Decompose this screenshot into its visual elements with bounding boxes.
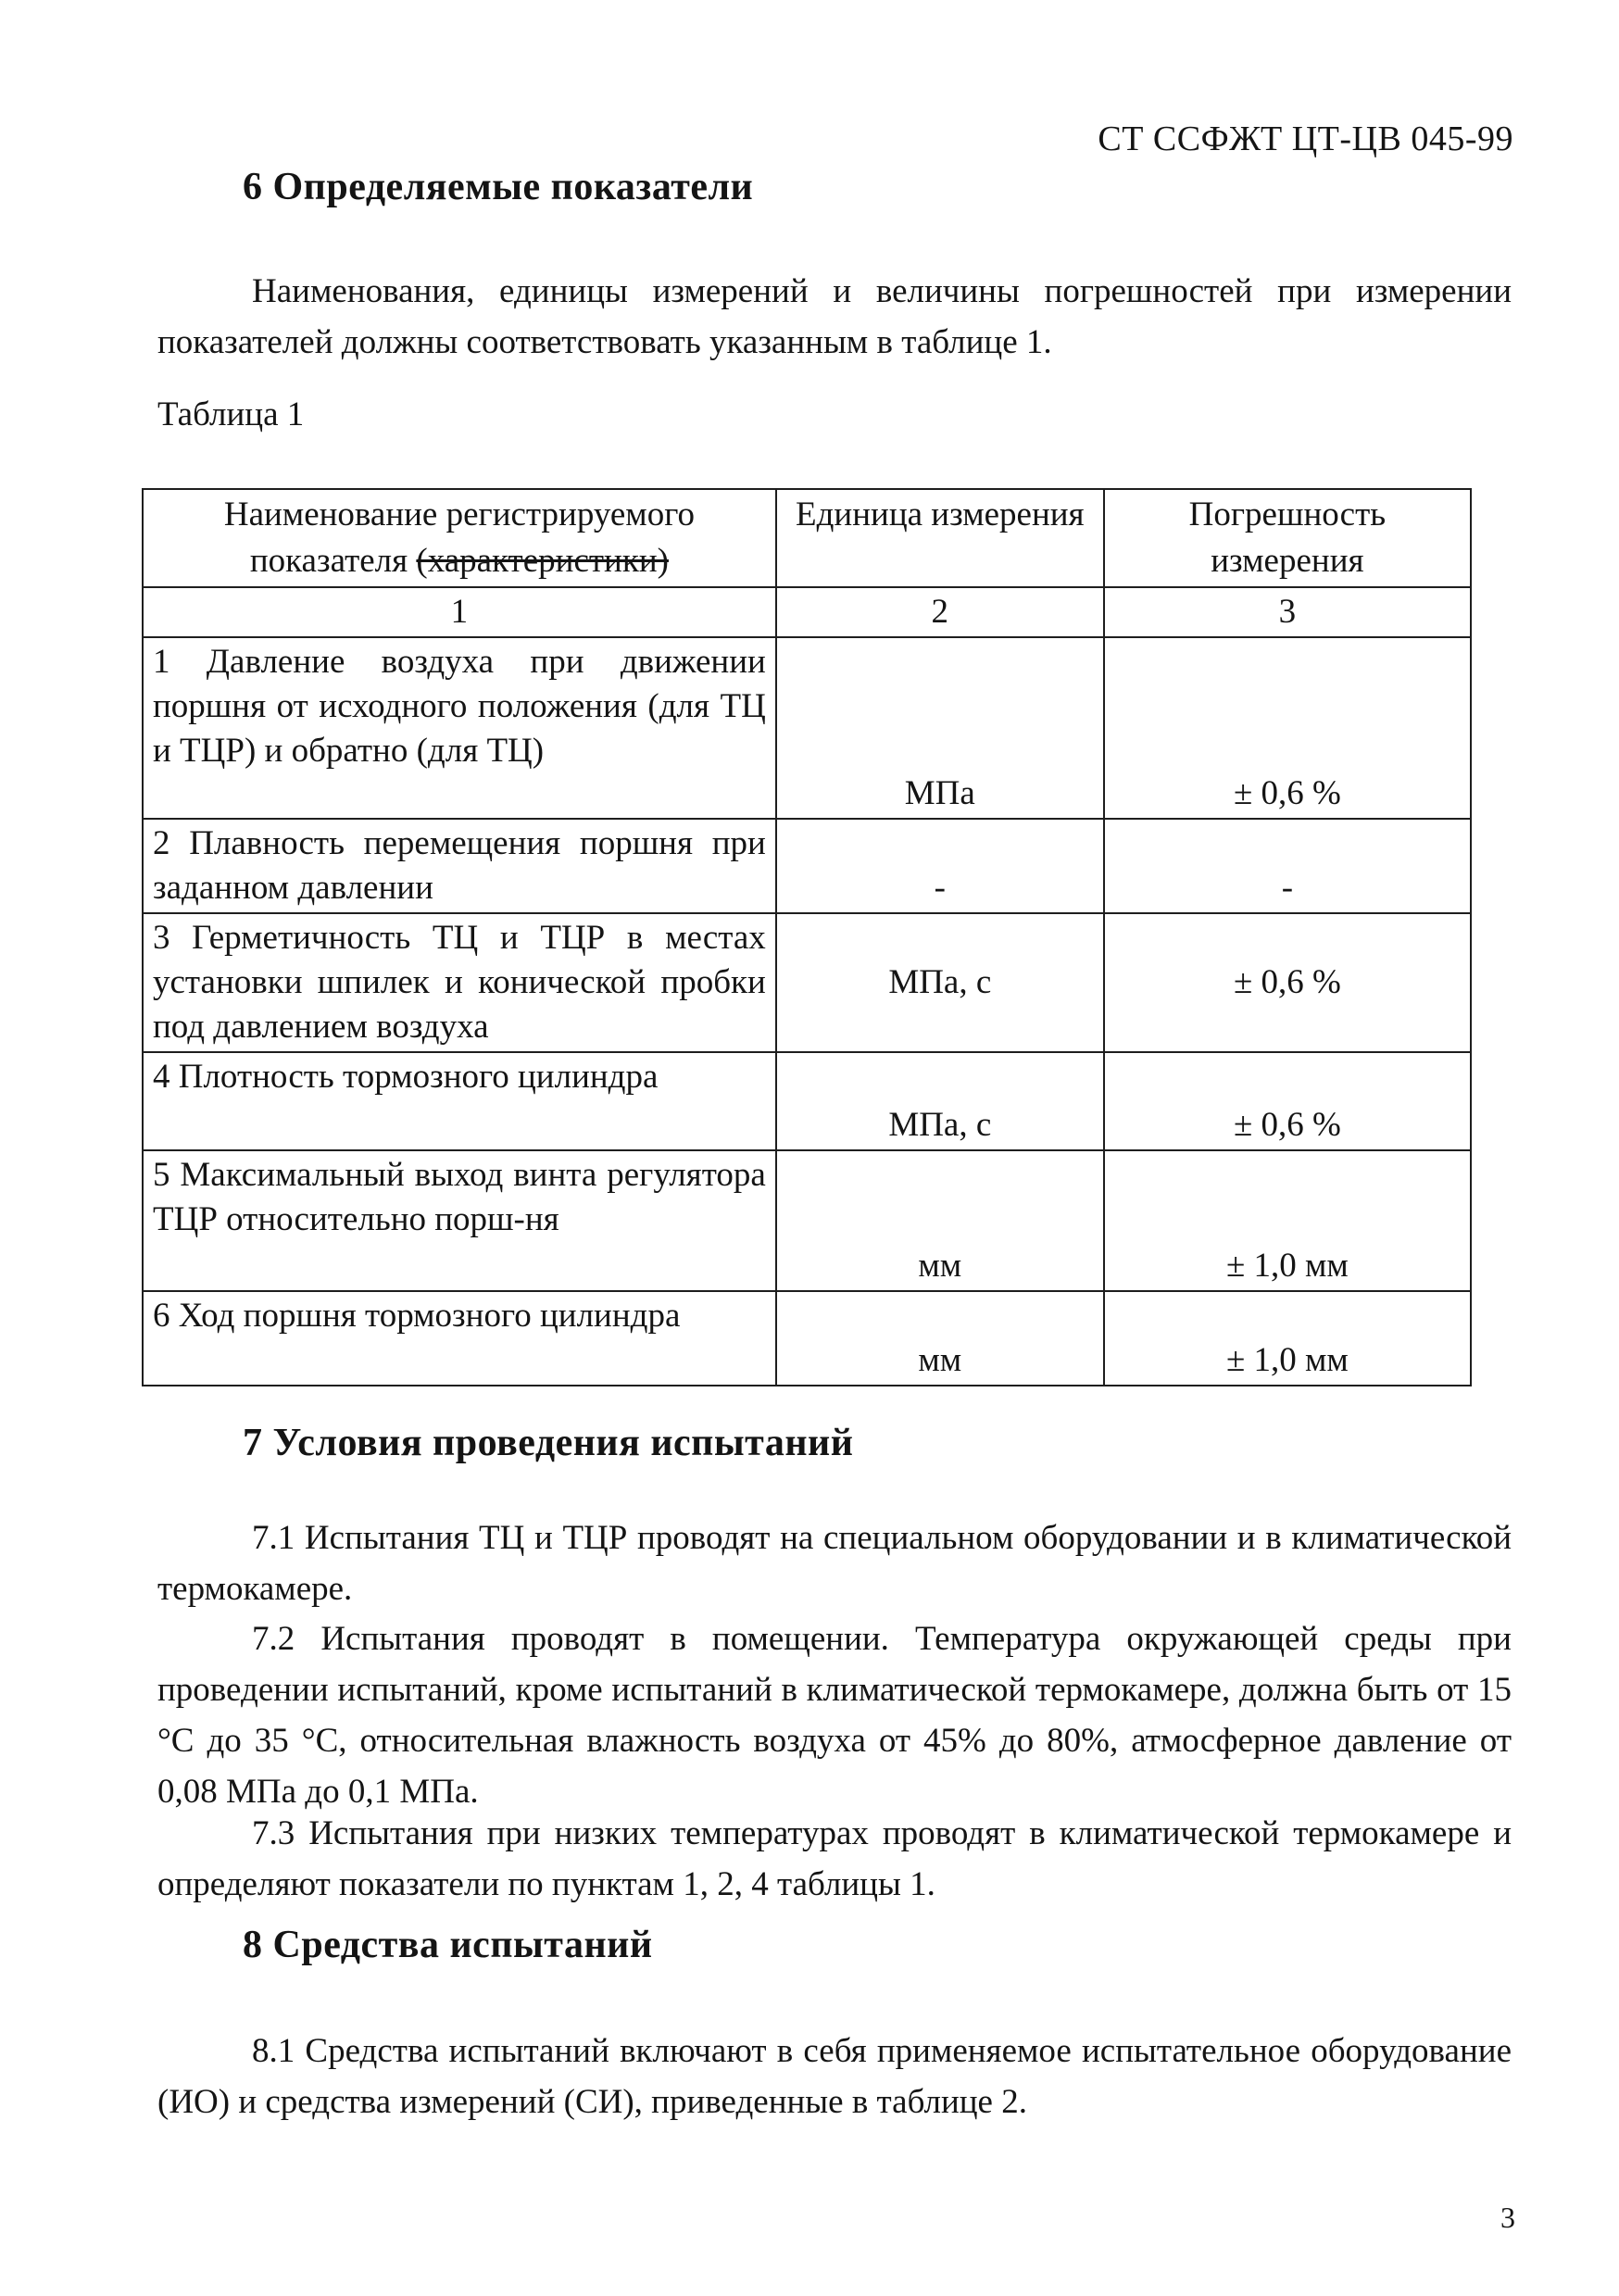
header-col-name: [143, 489, 776, 587]
table-1-caption: Таблица 1: [157, 395, 305, 433]
section-6-intro: Наименования, единицы измерений и величины погрешностей при измерении показателей должны соответствовать указанным в таблице 1.: [157, 272, 1512, 361]
row-name: 4 Плотность тормозного цилиндра: [143, 1052, 776, 1150]
section-7-paragraph-3: 7.3 Испытания при низких температурах проводят в климатической термокамере и определяют показатели по пунктам 1, 2, 4 таблицы 1.: [157, 1814, 1512, 1903]
column-number: 3: [1104, 587, 1471, 637]
table-row: [143, 913, 1471, 1052]
row-error: ± 0,6 %: [1104, 637, 1471, 819]
table-row: [143, 819, 1471, 913]
row-name: 6 Ход поршня тормозного цилиндра: [143, 1291, 776, 1386]
section-6-title: 6 Определяемые показатели: [243, 166, 754, 208]
row-unit: МПа, с: [776, 1052, 1104, 1150]
row-name: 3 Герметичность ТЦ и ТЦР в местах установки шпилек и конической пробки под давлением воздуха: [143, 913, 776, 1052]
table-row: [143, 1150, 1471, 1291]
table-number-row: [143, 587, 1471, 637]
section-7-paragraph-1: 7.1 Испытания ТЦ и ТЦР проводят на специальном оборудовании и в климатической термокамере.: [157, 1519, 1512, 1608]
row-unit: -: [776, 819, 1104, 913]
row-unit: МПа: [776, 637, 1104, 819]
page-number: 3: [1500, 2201, 1515, 2234]
row-error: -: [1104, 819, 1471, 913]
table-row: [143, 1052, 1471, 1150]
header-col-name-struck: (характеристики): [416, 542, 669, 580]
column-number: 2: [776, 587, 1104, 637]
table-header-row: [143, 489, 1471, 587]
document-code: СТ ССФЖТ ЦТ-ЦВ 045-99: [1098, 119, 1513, 158]
table-row: [143, 637, 1471, 819]
row-error: ± 1,0 мм: [1104, 1150, 1471, 1291]
row-name: 5 Максимальный выход винта регулятора ТЦР относительно порш-ня: [143, 1150, 776, 1291]
section-7-paragraph-2: 7.2 Испытания проводят в помещении. Температура окружающей среды при проведении испытаний, кроме испытаний в климатической термокамере, должна быть от 15 °С до 35 °С, относительная влажность воздуха от 45% до 80%, атмосферное давление от 0,08 МПа до 0,1 МПа.: [157, 1620, 1512, 1811]
row-error: ± 1,0 мм: [1104, 1291, 1471, 1386]
column-number: 1: [143, 587, 776, 637]
row-name: 2 Плавность перемещения поршня при заданном давлении: [143, 819, 776, 913]
row-unit: мм: [776, 1150, 1104, 1291]
row-error: ± 0,6 %: [1104, 913, 1471, 1052]
section-8-title: 8 Средства испытаний: [243, 1924, 653, 1966]
row-unit: МПа, с: [776, 913, 1104, 1052]
table-1: [142, 488, 1472, 1386]
section-7-title: 7 Условия проведения испытаний: [243, 1422, 854, 1464]
header-col-error: Погрешность измерения: [1104, 489, 1471, 587]
header-col-unit: Единица измерения: [776, 489, 1104, 587]
table-row: [143, 1291, 1471, 1386]
row-name: 1 Давление воздуха при движении поршня от исходного положения (для ТЦ и ТЦР) и обратно (для ТЦ): [143, 637, 776, 819]
header-col-name-text: Наименование регистрируемого показателя: [223, 496, 695, 580]
row-unit: мм: [776, 1291, 1104, 1386]
row-error: ± 0,6 %: [1104, 1052, 1471, 1150]
section-8-paragraph-1: 8.1 Средства испытаний включают в себя применяемое испытательное оборудование (ИО) и средства измерений (СИ), приведенные в таблице 2.: [157, 2032, 1512, 2121]
